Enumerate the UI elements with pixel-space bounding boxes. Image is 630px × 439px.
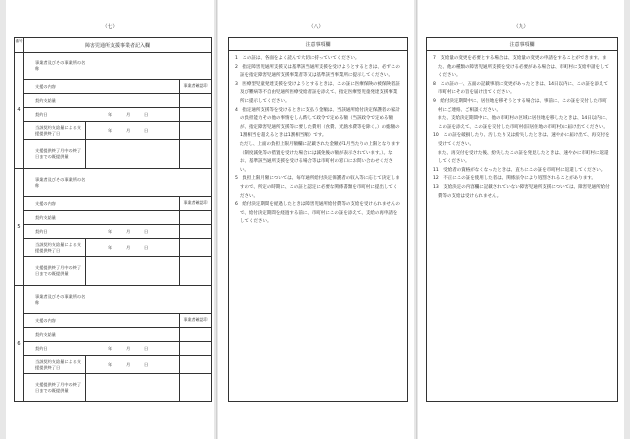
end-label: 当該契約支給量による支援提供終了日 xyxy=(24,239,86,256)
notice-item: 9 給付決定期間中に、居住地を移そうとする場合は、事前に、この証を交付した市町村にご連絡、ご相談ください。 xyxy=(433,98,607,113)
record-number: 4 xyxy=(15,52,24,168)
provider-row xyxy=(24,286,211,314)
provider-label: 事業者及びその事業所の名称 xyxy=(35,293,86,305)
amount-row xyxy=(24,328,211,342)
amount-row xyxy=(24,211,211,225)
notice-item: 3 医療型児童発達支援を受けようとするときは、この証に医療保険の被保険者証及び難病等不自由児通所医療受給者証を添えて、指定医療型児童発達支援事業所に提示してください。 xyxy=(235,81,400,104)
provided-label: 支援提供終了月中の終了日までの既提供量 xyxy=(24,257,86,285)
page-number: （九） xyxy=(513,24,529,30)
notice-list xyxy=(229,51,407,227)
notice-item: 6 給付決定期間を経過したときは障害児通所給付費等の支給を受けられませんので、給付決定期間を経過する前に、市町村にこの証を添えて、支給の再申請をしてください。 xyxy=(235,202,400,225)
stamp-field[interactable] xyxy=(179,122,211,139)
end-row xyxy=(24,122,211,140)
notice-item: 1 この証は、各面をよく読んで大切に持っていてください。 xyxy=(235,56,360,61)
service-label: 支援の内容 xyxy=(35,200,56,206)
notice-list xyxy=(427,51,617,201)
notice-box xyxy=(426,37,618,402)
service-row xyxy=(24,80,211,94)
provider-row xyxy=(24,52,211,80)
stamp-field[interactable] xyxy=(179,108,211,121)
stamp-field[interactable] xyxy=(179,239,211,256)
end-date-field[interactable]: 年 月 日 xyxy=(108,127,149,133)
form-header xyxy=(15,38,211,53)
notice-item: 13 支給決定の内容欄に記載されていない障害児通所支援については、障害児通所給付費等の支給は受けられません。 xyxy=(433,184,610,199)
record-block xyxy=(15,169,211,286)
end-label: 当該契約支給量による支援提供終了日 xyxy=(24,122,86,139)
stamp-field[interactable] xyxy=(179,356,211,373)
provider-entry-form xyxy=(14,37,212,402)
date-row xyxy=(24,225,211,239)
stamp-label: 事業者確認印 xyxy=(179,80,211,93)
amount-row xyxy=(24,94,211,108)
stamp-field[interactable] xyxy=(179,94,211,107)
notice-title: 注意事項欄 xyxy=(427,38,617,51)
end-date-field[interactable]: 年 月 日 xyxy=(108,361,149,367)
form-title: 障害児通所支援事業者記入欄 xyxy=(84,42,150,49)
provided-row xyxy=(24,257,211,285)
record-number: 6 xyxy=(15,286,24,401)
stamp-field[interactable] xyxy=(179,342,211,355)
record-number: 5 xyxy=(15,169,24,285)
date-label: 契約日 xyxy=(35,228,48,234)
service-label: 支援の内容 xyxy=(35,317,56,323)
stamp-field[interactable] xyxy=(179,211,211,224)
provider-label: 事業者及びその事業所の名称 xyxy=(35,176,86,188)
number-column-header: 番号 xyxy=(15,38,24,52)
notice-title: 注意事項欄 xyxy=(229,38,407,51)
fold-line xyxy=(416,0,417,439)
record-block xyxy=(15,286,211,401)
stamp-label: 事業者確認印 xyxy=(179,314,211,327)
notice-item: 8 この証の一、五面の記載事項に変更があったときは、14日以内に、この証を添えて市町村にその旨を届け出てください。 xyxy=(433,81,609,96)
notice-item: 5 負担上限月額については、毎年通所給付決定保護者の収入等に応じて決定しますので、所定の時期に、この証と認定に必要な関係書類を市町村に提出してください。 xyxy=(235,176,400,199)
notice-box xyxy=(228,37,408,402)
service-row xyxy=(24,197,211,211)
date-row xyxy=(24,108,211,122)
date-row xyxy=(24,342,211,356)
provided-label: 支援提供終了月中の終了日までの既提供量 xyxy=(24,140,86,168)
provided-row xyxy=(24,374,211,401)
page-number: （七） xyxy=(102,24,118,30)
stamp-field[interactable] xyxy=(179,374,211,401)
provider-label: 事業者及びその事業所の名称 xyxy=(35,59,86,71)
stamp-field[interactable] xyxy=(179,225,211,238)
notice-item: また、再交付を受けた後、紛失したこの証を発見したときは、速やかに市町村に返還してください。 xyxy=(433,150,609,165)
end-row xyxy=(24,356,211,374)
stamp-field[interactable] xyxy=(179,257,211,285)
record-block xyxy=(15,52,211,169)
notice-item: 2 指定障害児通所支援又は基準該当通所支援を受けようとするときは、必ずこの証を指定障害児通所支援事業者等又は基準該当事業所に提示してください。 xyxy=(235,64,400,79)
notice-item: 11 受給者の資格がなくなったときは、直ちにこの証を市町村に返還してください。 xyxy=(433,167,606,173)
end-row xyxy=(24,239,211,257)
stamp-field[interactable] xyxy=(179,328,211,341)
provided-label: 支援提供終了月中の終了日までの既提供量 xyxy=(24,374,86,401)
notes-page-8 xyxy=(218,0,414,439)
stamp-field[interactable] xyxy=(179,140,211,168)
notice-item: また、支給決定期間中に、他の市町村の区域に居住地を移したときは、14日以内に、この証を添えて、この証を交付した市町村(旧居住地の市町村)に届け出てください。 xyxy=(433,116,610,130)
notice-item: 4 指定通所支援等を受けるときに支払う金額は、当該通所給付決定保護者の家計の負担能力その他の事情をしん酌して政令で定める額（当該政令で定める額が、指定障害児通所支援等に要した費用（食費、光熱水費等を除く。）の総額の1割相当を超えるときは1割相当額）です。 xyxy=(235,107,400,139)
notice-item: 12 不正にこの証を使用した者は、関係法令により処罰されることがあります。 xyxy=(433,176,596,182)
service-label: 支援の内容 xyxy=(35,83,56,89)
amount-label: 契約支給量 xyxy=(35,97,56,103)
date-field[interactable]: 年 月 日 xyxy=(108,228,149,234)
service-row xyxy=(24,314,211,328)
end-date-field[interactable]: 年 月 日 xyxy=(108,244,149,250)
notes-page-9 xyxy=(418,0,624,439)
provided-row xyxy=(24,140,211,168)
fold-line xyxy=(216,0,217,439)
date-label: 契約日 xyxy=(35,345,48,351)
date-label: 契約日 xyxy=(35,111,48,117)
amount-label: 契約支給量 xyxy=(35,331,56,337)
date-field[interactable]: 年 月 日 xyxy=(108,111,149,117)
end-label: 当該契約支給量による支援提供終了日 xyxy=(24,356,86,373)
amount-label: 契約支給量 xyxy=(35,214,56,220)
provider-row xyxy=(24,169,211,197)
stamp-label: 事業者確認印 xyxy=(179,197,211,210)
form-page xyxy=(6,0,214,439)
notice-item: 7 支給量の変更を必要とする場合は、支給量の変更の申請をすることができます。また、他の種類の障害児通所支援を受ける必要がある場合は、市町村に支給申請をしてください。 xyxy=(433,56,609,79)
notice-item: 10 この証を破損したり、汚したり又は紛失したときは、速やかに届け出て、再交付を受けてください。 xyxy=(433,133,610,147)
page-number: （八） xyxy=(308,24,324,30)
notice-item: ただし、上面の負担上限月額欄に記載された金額が1月当たりの上限となります（制度減免等の措置を受けた場合には減免後の額が表示されています。）。なお、基準該当通所支援を受ける場合等は市町村の窓口にお問い合わせください。 xyxy=(235,141,400,173)
date-field[interactable]: 年 月 日 xyxy=(108,345,149,351)
